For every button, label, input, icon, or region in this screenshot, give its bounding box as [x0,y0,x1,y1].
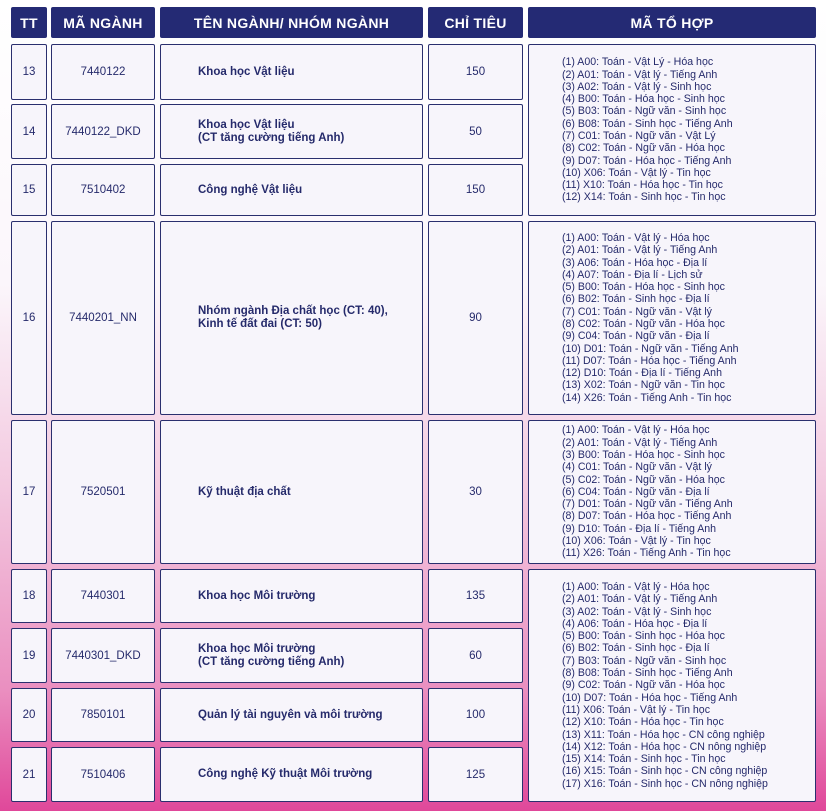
row-tt: 14 [11,104,47,159]
combo-item: (9) D07: Toán - Hóa học - Tiếng Anh [562,154,732,167]
row-code: 7850101 [51,688,155,742]
row-name [160,104,423,159]
row-name-line: Công nghệ Kỹ thuật Môi trường [198,768,373,780]
row-code: 7520501 [51,420,155,564]
row-name [160,44,423,100]
row-quota: 30 [428,420,523,564]
combo-item: (14) X12: Toán - Hóa học - CN nông nghiệp [562,740,767,753]
row-name-line: (CT tăng cường tiếng Anh) [198,655,345,668]
combo-item: (17) X16: Toán - Sinh học - CN nông nghiệp [562,777,768,790]
combo-item: (6) B08: Toán - Sinh học - Tiếng Anh [562,117,733,130]
combo-item: (4) A07: Toán - Địa lí - Lịch sử [562,268,703,281]
combo-item: (5) B03: Toán - Ngữ văn - Sinh học [562,105,727,118]
row-quota: 125 [428,747,523,802]
combo-item: (15) X14: Toán - Sinh học - Tin học [562,753,726,766]
row-name [160,688,423,742]
combo-item: (9) C02: Toán - Ngữ văn - Hóa học [562,679,725,692]
row-tt: 18 [11,569,47,623]
combo-item: (9) C04: Toán - Ngữ văn - Địa lí [562,330,710,343]
combo-item: (1) A00: Toán - Vật Lý - Hóa học [562,56,714,69]
row-quota: 150 [428,44,523,100]
row-name [160,747,423,802]
combo-item: (7) B03: Toán - Ngữ văn - Sinh học [562,654,727,667]
combo-item: (8) B08: Toán - Sinh học - Tiếng Anh [562,667,733,680]
combo-item: (2) A01: Toán - Vật lý - Tiếng Anh [562,436,718,449]
combo-item: (1) A00: Toán - Vật lý - Hóa học [562,231,710,244]
row-name-line: Kỹ thuật địa chất [198,485,291,498]
combo-item: (4) A06: Toán - Hóa học - Địa lí [562,617,708,630]
combo-item: (8) C02: Toán - Ngữ văn - Hóa học [562,318,725,330]
combo-item: (2) A01: Toán - Vật lý - Tiếng Anh [562,593,718,606]
combo-item: (9) D10: Toán - Địa lí - Tiếng Anh [562,522,717,535]
row-quota: 60 [428,628,523,683]
row-name-line: Công nghệ Vật liệu [198,183,303,196]
combo-group-16 [528,221,816,415]
row-quota: 100 [428,688,523,742]
row-code: 7510402 [51,164,155,216]
row-code: 7510406 [51,747,155,802]
row-quota: 90 [428,221,523,415]
combo-item: (3) A02: Toán - Vật lý - Sinh học [562,80,712,93]
combo-item: (2) A01: Toán - Vật lý - Tiếng Anh [562,68,718,81]
combo-list [529,232,739,404]
combo-item: (11) X26: Toán - Tiếng Anh - Tin học [562,547,731,560]
combo-item: (10) X06: Toán - Vật lý - Tin học [562,166,711,179]
row-code: 7440301 [51,569,155,623]
combo-item: (7) D01: Toán - Ngữ văn - Tiếng Anh [562,498,733,511]
row-code: 7440122_DKD [51,104,155,159]
combo-item: (16) X15: Toán - Sinh học - CN công nghiệp [562,765,768,778]
row-tt: 20 [11,688,47,742]
combo-item: (4) C01: Toán - Ngữ văn - Vật lý [562,461,712,474]
row-name-line: Khoa học Vật liệu [198,65,295,78]
combo-item: (3) B00: Toán - Hóa học - Sinh học [562,448,725,461]
row-name [160,569,423,623]
header-ten-nganh: TÊN NGÀNH/ NHÓM NGÀNH [160,7,423,38]
header-chi-tieu: CHỈ TIÊU [428,7,523,38]
combo-item: (3) A06: Toán - Hóa học - Địa lí [562,256,708,269]
row-name-line: Khoa học Môi trường [198,642,316,655]
row-name [160,628,423,683]
row-name-line: Khoa học Vật liệu [198,118,295,131]
combo-item: (11) D07: Toán - Hóa học - Tiếng Anh [562,354,737,367]
row-name-line: Quản lý tài nguyên và môi trường [198,708,383,721]
row-tt: 21 [11,747,47,802]
combo-list [529,424,733,559]
combo-item: (3) A02: Toán - Vật lý - Sinh học [562,605,712,618]
row-name [160,221,423,415]
combo-group-17 [528,420,816,564]
header-ma-to-hop: MÃ TỔ HỢP [528,7,816,38]
combo-item: (11) X06: Toán - Vật lý - Tin học [562,703,710,716]
combo-item: (1) A00: Toán - Vật lý - Hóa học [562,424,710,437]
row-name-line: Kinh tế đất đai (CT: 50) [198,318,322,330]
combo-item: (1) A00: Toán - Vật lý - Hóa học [562,580,710,593]
combo-group-18-21 [528,569,816,802]
row-name [160,164,423,216]
row-name-line: (CT tăng cường tiếng Anh) [198,131,345,144]
combo-item: (4) B00: Toán - Hóa học - Sinh học [562,93,725,106]
row-tt: 19 [11,628,47,683]
combo-item: (13) X02: Toán - Ngữ văn - Tin học [562,379,725,392]
combo-item: (11) X10: Toán - Hóa học - Tin học [562,179,723,192]
combo-item: (8) D07: Toán - Hóa học - Tiếng Anh [562,510,732,523]
row-code: 7440122 [51,44,155,100]
combo-item: (10) D07: Toán - Hóa học - Tiếng Anh [562,691,738,704]
combo-item: (12) X14: Toán - Sinh học - Tin học [562,191,726,204]
row-tt: 17 [11,420,47,564]
header-tt: TT [11,7,47,38]
combo-list [529,56,733,204]
row-code: 7440201_NN [51,221,155,415]
header-ma-nganh: MÃ NGÀNH [51,7,155,38]
row-tt: 16 [11,221,47,415]
row-tt: 13 [11,44,47,100]
combo-item: (8) C02: Toán - Ngữ văn - Hóa học [562,142,725,155]
combo-item: (2) A01: Toán - Vật lý - Tiếng Anh [562,244,718,257]
combo-item: (7) C01: Toán - Ngữ văn - Vật lý [562,305,712,318]
row-quota: 135 [428,569,523,623]
combo-item: (12) X10: Toán - Hóa học - Tin học [562,716,724,729]
row-tt: 15 [11,164,47,216]
row-name-line: Khoa học Môi trường [198,589,316,602]
combo-item: (6) B02: Toán - Sinh học - Địa lí [562,642,710,655]
combo-item: (5) C02: Toán - Ngữ văn - Hóa học [562,473,725,486]
combo-item: (12) D10: Toán - Địa lí - Tiếng Anh [562,367,722,380]
combo-item: (5) B00: Toán - Sinh học - Hóa học [562,630,725,643]
combo-item: (14) X26: Toán - Tiếng Anh - Tin học [562,391,732,404]
row-name-line: Nhóm ngành Địa chất học (CT: 40), [198,305,388,317]
combo-item: (6) C04: Toán - Ngữ văn - Địa lí [562,485,710,498]
combo-item: (6) B02: Toán - Sinh học - Địa lí [562,293,710,306]
combo-group-13-15 [528,44,816,216]
row-name [160,420,423,564]
combo-item: (13) X11: Toán - Hóa học - CN công nghiệp [562,728,765,741]
combo-item: (10) X06: Toán - Vật lý - Tin học [562,535,711,548]
combo-item: (10) D01: Toán - Ngữ văn - Tiếng Anh [562,342,739,355]
combo-item: (7) C01: Toán - Ngữ văn - Vật Lý [562,130,716,142]
combo-item: (5) B00: Toán - Hóa học - Sinh học [562,281,725,294]
row-code: 7440301_DKD [51,628,155,683]
row-quota: 50 [428,104,523,159]
row-quota: 150 [428,164,523,216]
combo-list [529,581,768,790]
